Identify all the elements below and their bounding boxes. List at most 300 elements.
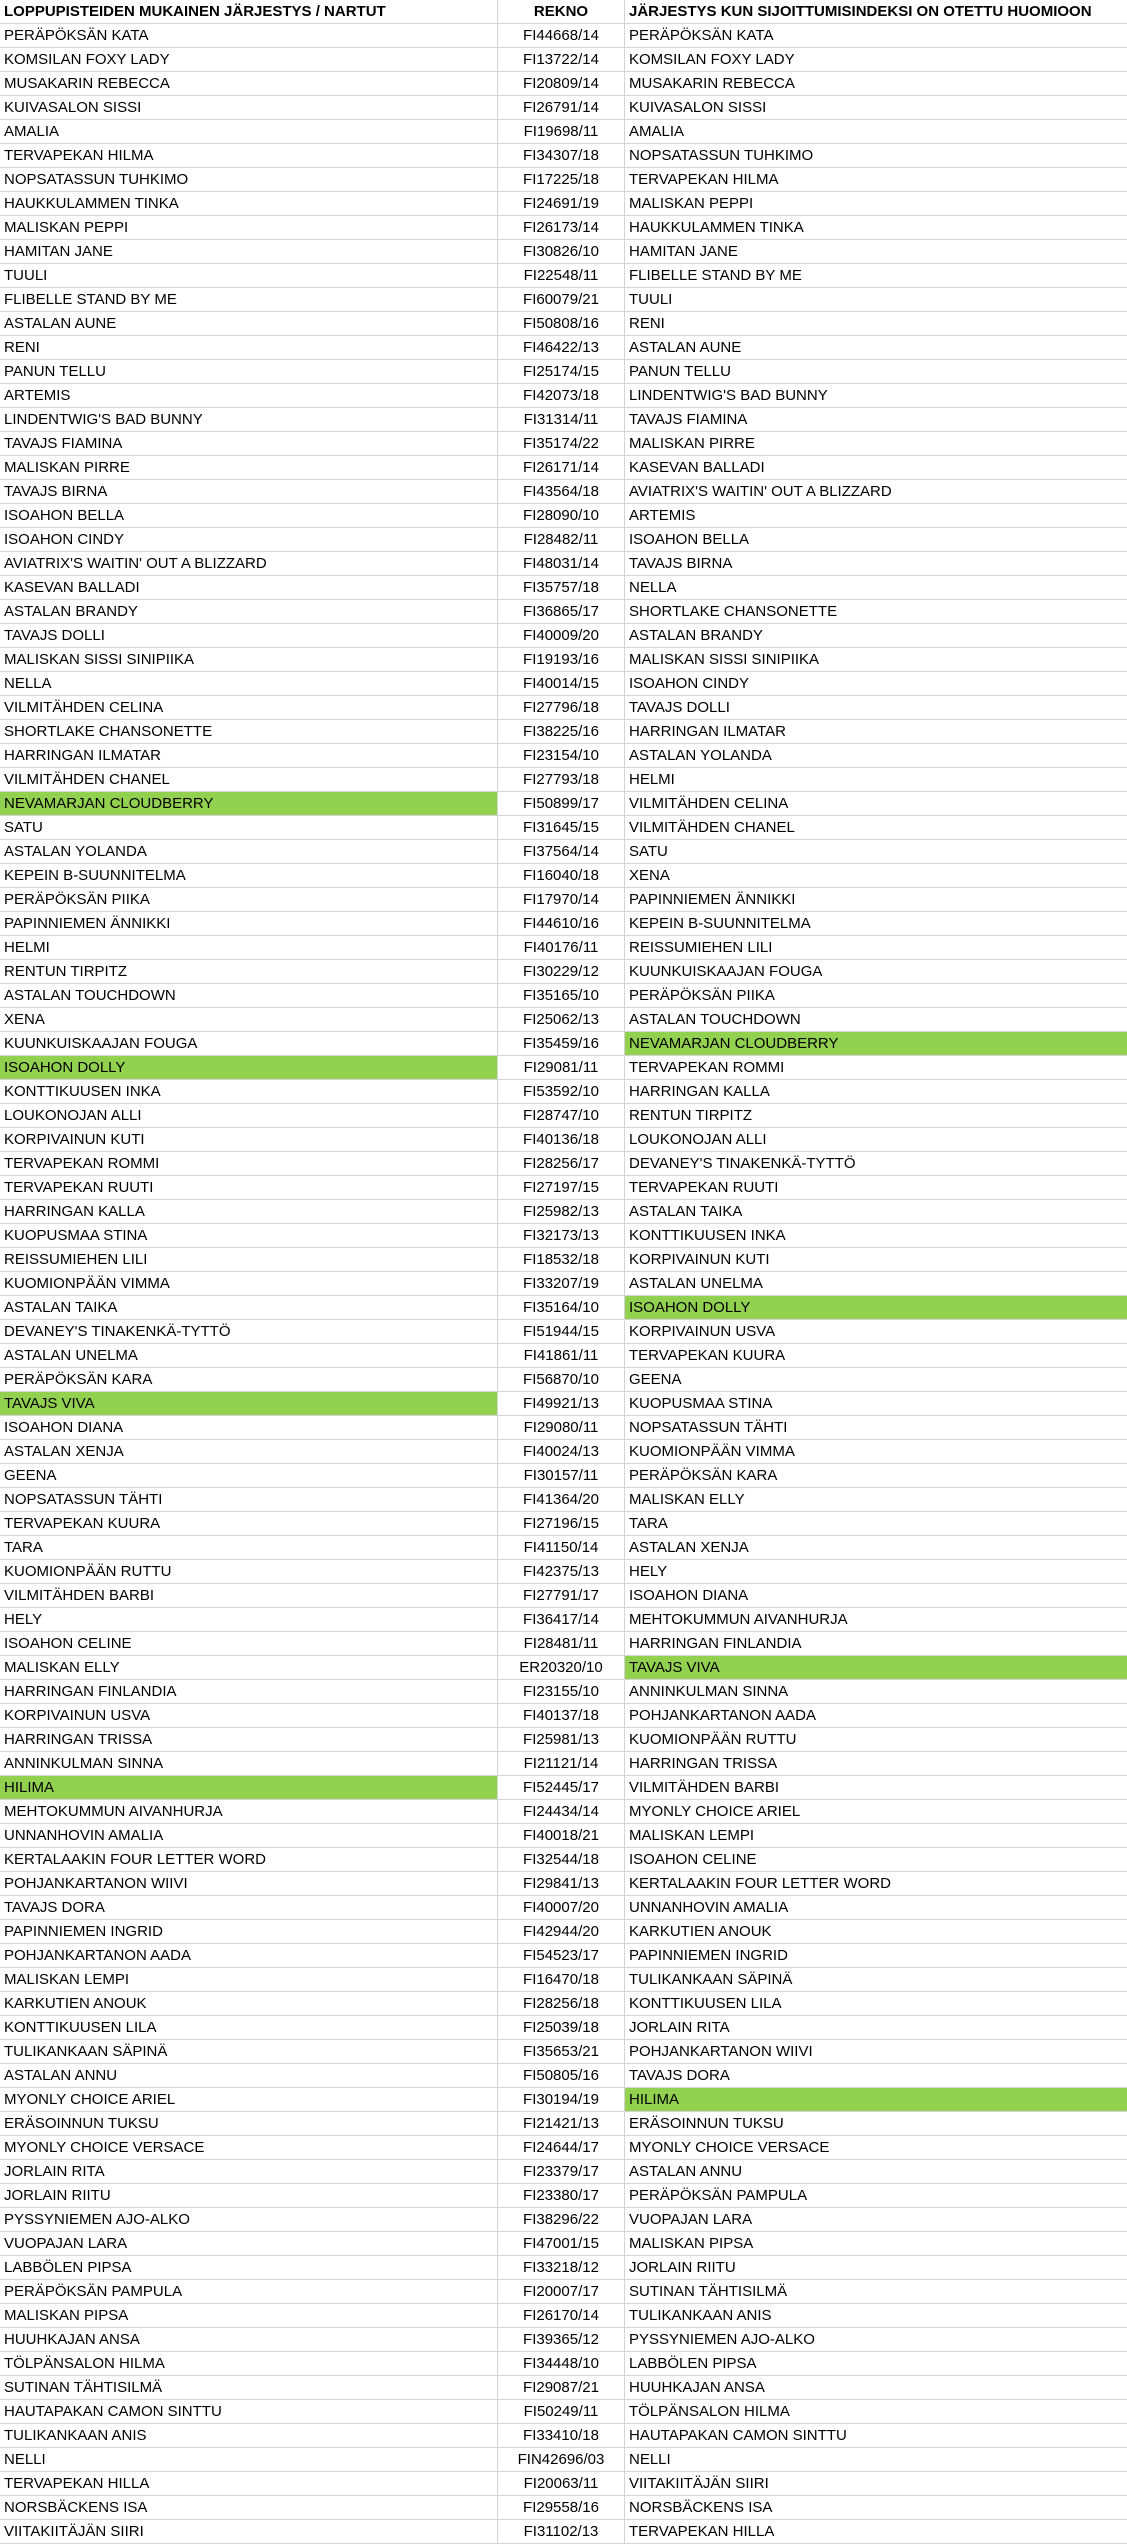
cell-rekno[interactable]: FI49921/13: [498, 1392, 625, 1415]
cell-index-order-name[interactable]: HUUHKAJAN ANSA: [629, 2379, 765, 2396]
cell-rekno[interactable]: FI29081/11: [498, 1056, 625, 1079]
cell-points-order-name[interactable]: MALISKAN ELLY: [0, 1656, 498, 1679]
cell-rekno[interactable]: FI35757/18: [498, 576, 625, 599]
cell-rekno[interactable]: FI50249/11: [498, 2400, 625, 2423]
cell-rekno[interactable]: FI30157/11: [498, 1464, 625, 1487]
cell-points-order-name[interactable]: HAUTAPAKAN CAMON SINTTU: [0, 2400, 498, 2423]
cell-points-order-name[interactable]: KUOMIONPÄÄN VIMMA: [0, 1272, 498, 1295]
cell-index-order-name[interactable]: TAVAJS VIVA: [625, 1656, 1127, 1679]
cell-rekno[interactable]: FI40024/13: [498, 1440, 625, 1463]
cell-points-order-name[interactable]: ASTALAN UNELMA: [0, 1344, 498, 1367]
cell-index-order-name[interactable]: HARRINGAN FINLANDIA: [629, 1635, 802, 1652]
cell-rekno[interactable]: ER20320/10: [498, 1656, 625, 1679]
cell-index-order-name[interactable]: TULIKANKAAN ANIS: [629, 2307, 772, 2324]
cell-rekno[interactable]: FI42944/20: [498, 1920, 625, 1943]
cell-rekno[interactable]: FI37564/14: [498, 840, 625, 863]
cell-points-order-name[interactable]: POHJANKARTANON WIIVI: [0, 1872, 498, 1895]
cell-index-order-name[interactable]: KOMSILAN FOXY LADY: [629, 51, 795, 68]
cell-index-order-name[interactable]: KARKUTIEN ANOUK: [629, 1923, 772, 1940]
cell-points-order-name[interactable]: XENA: [0, 1008, 498, 1031]
cell-points-order-name[interactable]: KERTALAAKIN FOUR LETTER WORD: [0, 1848, 498, 1871]
cell-rekno[interactable]: FI29841/13: [498, 1872, 625, 1895]
cell-index-order-name[interactable]: KUOMIONPÄÄN VIMMA: [629, 1443, 795, 1460]
cell-points-order-name[interactable]: MYONLY CHOICE ARIEL: [0, 2088, 498, 2111]
cell-index-order-name[interactable]: HARRINGAN KALLA: [629, 1083, 770, 1100]
cell-rekno[interactable]: FI29087/21: [498, 2376, 625, 2399]
cell-index-order-name[interactable]: ERÄSOINNUN TUKSU: [629, 2115, 784, 2132]
cell-points-order-name[interactable]: SHORTLAKE CHANSONETTE: [0, 720, 498, 743]
cell-points-order-name[interactable]: TAVAJS DOLLI: [0, 624, 498, 647]
cell-rekno[interactable]: FI28482/11: [498, 528, 625, 551]
cell-points-order-name[interactable]: JORLAIN RITA: [0, 2160, 498, 2183]
cell-rekno[interactable]: FI20007/17: [498, 2280, 625, 2303]
cell-points-order-name[interactable]: HELY: [0, 1608, 498, 1631]
cell-rekno[interactable]: FI50808/16: [498, 312, 625, 335]
cell-rekno[interactable]: FI60079/21: [498, 288, 625, 311]
cell-rekno[interactable]: FI31314/11: [498, 408, 625, 431]
cell-index-order-name[interactable]: PAPINNIEMEN INGRID: [629, 1947, 788, 1964]
cell-index-order-name[interactable]: KASEVAN BALLADI: [629, 459, 765, 476]
cell-index-order-name[interactable]: VILMITÄHDEN BARBI: [629, 1779, 780, 1796]
cell-index-order-name[interactable]: AVIATRIX'S WAITIN' OUT A BLIZZARD: [629, 483, 892, 500]
cell-rekno[interactable]: FI25062/13: [498, 1008, 625, 1031]
cell-index-order-name[interactable]: VUOPAJAN LARA: [629, 2211, 753, 2228]
cell-rekno[interactable]: FI41364/20: [498, 1488, 625, 1511]
cell-points-order-name[interactable]: DEVANEY'S TINAKENKÄ-TYTTÖ: [0, 1320, 498, 1343]
cell-index-order-name[interactable]: NOPSATASSUN TUHKIMO: [629, 147, 814, 164]
cell-points-order-name[interactable]: ASTALAN XENJA: [0, 1440, 498, 1463]
cell-rekno[interactable]: FI21421/13: [498, 2112, 625, 2135]
cell-index-order-name[interactable]: KUIVASALON SISSI: [629, 99, 767, 116]
cell-points-order-name[interactable]: NORSBÄCKENS ISA: [0, 2496, 498, 2519]
cell-index-order-name[interactable]: MALISKAN PIPSA: [629, 2235, 754, 2252]
cell-index-order-name[interactable]: VILMITÄHDEN CELINA: [629, 795, 789, 812]
cell-index-order-name[interactable]: TERVAPEKAN HILLA: [629, 2523, 775, 2540]
cell-rekno[interactable]: FI27796/18: [498, 696, 625, 719]
cell-points-order-name[interactable]: TARA: [0, 1536, 498, 1559]
cell-points-order-name[interactable]: PAPINNIEMEN ÄNNIKKI: [0, 912, 498, 935]
cell-points-order-name[interactable]: UNNANHOVIN AMALIA: [0, 1824, 498, 1847]
cell-points-order-name[interactable]: MALISKAN SISSI SINIPIIKA: [0, 648, 498, 671]
cell-rekno[interactable]: FI20809/14: [498, 72, 625, 95]
cell-rekno[interactable]: FI26173/14: [498, 216, 625, 239]
cell-index-order-name[interactable]: PANUN TELLU: [629, 363, 731, 380]
cell-index-order-name[interactable]: MALISKAN LEMPI: [629, 1827, 755, 1844]
cell-rekno[interactable]: FI17970/14: [498, 888, 625, 911]
cell-index-order-name[interactable]: NOPSATASSUN TÄHTI: [629, 1419, 788, 1436]
cell-rekno[interactable]: FI40018/21: [498, 1824, 625, 1847]
cell-rekno[interactable]: FI30229/12: [498, 960, 625, 983]
cell-rekno[interactable]: FI26170/14: [498, 2304, 625, 2327]
cell-index-order-name[interactable]: MALISKAN PEPPI: [629, 195, 754, 212]
cell-index-order-name[interactable]: ISOAHON DOLLY: [625, 1296, 1127, 1319]
cell-rekno[interactable]: FI30194/19: [498, 2088, 625, 2111]
cell-rekno[interactable]: FI35459/16: [498, 1032, 625, 1055]
cell-index-order-name[interactable]: PERÄPÖKSÄN KARA: [629, 1467, 778, 1484]
cell-rekno[interactable]: FI28090/10: [498, 504, 625, 527]
cell-points-order-name[interactable]: KONTTIKUUSEN LILA: [0, 2016, 498, 2039]
cell-index-order-name[interactable]: ASTALAN TAIKA: [629, 1203, 743, 1220]
cell-rekno[interactable]: FIN42696/03: [498, 2448, 625, 2471]
cell-index-order-name[interactable]: RENTUN TIRPITZ: [629, 1107, 753, 1124]
cell-rekno[interactable]: FI32173/13: [498, 1224, 625, 1247]
cell-points-order-name[interactable]: KOMSILAN FOXY LADY: [0, 48, 498, 71]
cell-points-order-name[interactable]: LABBÖLEN PIPSA: [0, 2256, 498, 2279]
cell-points-order-name[interactable]: FLIBELLE STAND BY ME: [0, 288, 498, 311]
cell-points-order-name[interactable]: ERÄSOINNUN TUKSU: [0, 2112, 498, 2135]
cell-index-order-name[interactable]: TAVAJS DOLLI: [629, 699, 730, 716]
cell-rekno[interactable]: FI50899/17: [498, 792, 625, 815]
cell-rekno[interactable]: FI27793/18: [498, 768, 625, 791]
cell-points-order-name[interactable]: HILIMA: [0, 1776, 498, 1799]
cell-points-order-name[interactable]: TAVAJS DORA: [0, 1896, 498, 1919]
cell-points-order-name[interactable]: PERÄPÖKSÄN PIIKA: [0, 888, 498, 911]
cell-rekno[interactable]: FI41150/14: [498, 1536, 625, 1559]
cell-index-order-name[interactable]: HILIMA: [625, 2088, 1127, 2111]
cell-index-order-name[interactable]: DEVANEY'S TINAKENKÄ-TYTTÖ: [629, 1155, 856, 1172]
cell-points-order-name[interactable]: TERVAPEKAN RUUTI: [0, 1176, 498, 1199]
cell-points-order-name[interactable]: HAUKKULAMMEN TINKA: [0, 192, 498, 215]
cell-rekno[interactable]: FI25174/15: [498, 360, 625, 383]
cell-points-order-name[interactable]: NOPSATASSUN TÄHTI: [0, 1488, 498, 1511]
cell-index-order-name[interactable]: POHJANKARTANON AADA: [629, 1707, 816, 1724]
cell-rekno[interactable]: FI28256/17: [498, 1152, 625, 1175]
cell-rekno[interactable]: FI40014/15: [498, 672, 625, 695]
cell-rekno[interactable]: FI52445/17: [498, 1776, 625, 1799]
cell-points-order-name[interactable]: AMALIA: [0, 120, 498, 143]
cell-index-order-name[interactable]: MUSAKARIN REBECCA: [629, 75, 795, 92]
cell-points-order-name[interactable]: KEPEIN B-SUUNNITELMA: [0, 864, 498, 887]
cell-index-order-name[interactable]: ASTALAN AUNE: [629, 339, 742, 356]
cell-index-order-name[interactable]: TERVAPEKAN RUUTI: [629, 1179, 779, 1196]
cell-points-order-name[interactable]: ISOAHON DIANA: [0, 1416, 498, 1439]
cell-points-order-name[interactable]: ASTALAN ANNU: [0, 2064, 498, 2087]
cell-points-order-name[interactable]: VILMITÄHDEN BARBI: [0, 1584, 498, 1607]
cell-index-order-name[interactable]: TAVAJS FIAMINA: [629, 411, 748, 428]
cell-points-order-name[interactable]: NELLI: [0, 2448, 498, 2471]
cell-points-order-name[interactable]: HUUHKAJAN ANSA: [0, 2328, 498, 2351]
cell-points-order-name[interactable]: AVIATRIX'S WAITIN' OUT A BLIZZARD: [0, 552, 498, 575]
cell-points-order-name[interactable]: MUSAKARIN REBECCA: [0, 72, 498, 95]
cell-points-order-name[interactable]: KASEVAN BALLADI: [0, 576, 498, 599]
cell-rekno[interactable]: FI40007/20: [498, 1896, 625, 1919]
cell-index-order-name[interactable]: ANNINKULMAN SINNA: [629, 1683, 789, 1700]
cell-rekno[interactable]: FI25982/13: [498, 1200, 625, 1223]
cell-rekno[interactable]: FI16040/18: [498, 864, 625, 887]
cell-rekno[interactable]: FI43564/18: [498, 480, 625, 503]
cell-index-order-name[interactable]: ASTALAN UNELMA: [629, 1275, 763, 1292]
cell-rekno[interactable]: FI35174/22: [498, 432, 625, 455]
cell-index-order-name[interactable]: KERTALAAKIN FOUR LETTER WORD: [629, 1875, 891, 1892]
cell-rekno[interactable]: FI31645/15: [498, 816, 625, 839]
cell-rekno[interactable]: FI56870/10: [498, 1368, 625, 1391]
cell-rekno[interactable]: FI27791/17: [498, 1584, 625, 1607]
cell-index-order-name[interactable]: VIITAKIITÄJÄN SIIRI: [629, 2475, 769, 2492]
cell-rekno[interactable]: FI48031/14: [498, 552, 625, 575]
cell-index-order-name[interactable]: MALISKAN ELLY: [629, 1491, 745, 1508]
cell-index-order-name[interactable]: JORLAIN RITA: [629, 2019, 730, 2036]
cell-rekno[interactable]: FI50805/16: [498, 2064, 625, 2087]
cell-points-order-name[interactable]: KUUNKUISKAAJAN FOUGA: [0, 1032, 498, 1055]
cell-points-order-name[interactable]: KORPIVAINUN USVA: [0, 1704, 498, 1727]
cell-points-order-name[interactable]: ISOAHON CELINE: [0, 1632, 498, 1655]
cell-points-order-name[interactable]: TULIKANKAAN SÄPINÄ: [0, 2040, 498, 2063]
cell-index-order-name[interactable]: RENI: [629, 315, 665, 332]
cell-index-order-name[interactable]: ISOAHON DIANA: [629, 1587, 749, 1604]
cell-index-order-name[interactable]: SATU: [629, 843, 668, 860]
cell-points-order-name[interactable]: TAVAJS BIRNA: [0, 480, 498, 503]
cell-points-order-name[interactable]: KARKUTIEN ANOUK: [0, 1992, 498, 2015]
cell-index-order-name[interactable]: TUULI: [629, 291, 673, 308]
cell-index-order-name[interactable]: TERVAPEKAN HILMA: [629, 171, 779, 188]
cell-rekno[interactable]: FI24691/19: [498, 192, 625, 215]
cell-points-order-name[interactable]: PAPINNIEMEN INGRID: [0, 1920, 498, 1943]
cell-rekno[interactable]: FI23379/17: [498, 2160, 625, 2183]
cell-rekno[interactable]: FI26791/14: [498, 96, 625, 119]
cell-rekno[interactable]: FI54523/17: [498, 1944, 625, 1967]
cell-rekno[interactable]: FI25039/18: [498, 2016, 625, 2039]
cell-points-order-name[interactable]: GEENA: [0, 1464, 498, 1487]
cell-rekno[interactable]: FI25981/13: [498, 1728, 625, 1751]
cell-index-order-name[interactable]: POHJANKARTANON WIIVI: [629, 2043, 813, 2060]
cell-points-order-name[interactable]: HARRINGAN FINLANDIA: [0, 1680, 498, 1703]
cell-index-order-name[interactable]: KUOMIONPÄÄN RUTTU: [629, 1731, 797, 1748]
cell-rekno[interactable]: FI34307/18: [498, 144, 625, 167]
cell-index-order-name[interactable]: JORLAIN RIITU: [629, 2259, 736, 2276]
cell-points-order-name[interactable]: ASTALAN AUNE: [0, 312, 498, 335]
cell-points-order-name[interactable]: KUOMIONPÄÄN RUTTU: [0, 1560, 498, 1583]
cell-points-order-name[interactable]: MYONLY CHOICE VERSACE: [0, 2136, 498, 2159]
cell-rekno[interactable]: FI30826/10: [498, 240, 625, 263]
cell-points-order-name[interactable]: PERÄPÖKSÄN KARA: [0, 1368, 498, 1391]
cell-rekno[interactable]: FI29558/16: [498, 2496, 625, 2519]
cell-points-order-name[interactable]: MALISKAN PEPPI: [0, 216, 498, 239]
cell-index-order-name[interactable]: VILMITÄHDEN CHANEL: [629, 819, 795, 836]
cell-index-order-name[interactable]: HAUTAPAKAN CAMON SINTTU: [629, 2427, 847, 2444]
cell-rekno[interactable]: FI35653/21: [498, 2040, 625, 2063]
cell-index-order-name[interactable]: ASTALAN ANNU: [629, 2163, 743, 2180]
cell-index-order-name[interactable]: PAPINNIEMEN ÄNNIKKI: [629, 891, 796, 908]
cell-index-order-name[interactable]: XENA: [629, 867, 670, 884]
cell-index-order-name[interactable]: TULIKANKAAN SÄPINÄ: [629, 1971, 793, 1988]
cell-rekno[interactable]: FI40136/18: [498, 1128, 625, 1151]
cell-index-order-name[interactable]: ISOAHON CELINE: [629, 1851, 757, 1868]
cell-index-order-name[interactable]: PERÄPÖKSÄN PAMPULA: [629, 2187, 808, 2204]
cell-points-order-name[interactable]: ISOAHON CINDY: [0, 528, 498, 551]
cell-points-order-name[interactable]: KORPIVAINUN KUTI: [0, 1128, 498, 1151]
cell-index-order-name[interactable]: HAUKKULAMMEN TINKA: [629, 219, 804, 236]
cell-rekno[interactable]: FI46422/13: [498, 336, 625, 359]
cell-points-order-name[interactable]: TÖLPÄNSALON HILMA: [0, 2352, 498, 2375]
cell-points-order-name[interactable]: PANUN TELLU: [0, 360, 498, 383]
cell-index-order-name[interactable]: ISOAHON CINDY: [629, 675, 750, 692]
cell-index-order-name[interactable]: KONTTIKUUSEN INKA: [629, 1227, 786, 1244]
cell-index-order-name[interactable]: TERVAPEKAN ROMMI: [629, 1059, 785, 1076]
cell-points-order-name[interactable]: KONTTIKUUSEN INKA: [0, 1080, 498, 1103]
cell-index-order-name[interactable]: AMALIA: [629, 123, 685, 140]
cell-rekno[interactable]: FI42375/13: [498, 1560, 625, 1583]
cell-rekno[interactable]: FI35164/10: [498, 1296, 625, 1319]
cell-rekno[interactable]: FI23380/17: [498, 2184, 625, 2207]
cell-rekno[interactable]: FI42073/18: [498, 384, 625, 407]
cell-rekno[interactable]: FI33207/19: [498, 1272, 625, 1295]
cell-points-order-name[interactable]: TUULI: [0, 264, 498, 287]
cell-rekno[interactable]: FI26171/14: [498, 456, 625, 479]
cell-index-order-name[interactable]: NEVAMARJAN CLOUDBERRY: [625, 1032, 1127, 1055]
cell-points-order-name[interactable]: TERVAPEKAN ROMMI: [0, 1152, 498, 1175]
cell-index-order-name[interactable]: GEENA: [629, 1371, 682, 1388]
cell-index-order-name[interactable]: KORPIVAINUN USVA: [629, 1323, 776, 1340]
cell-rekno[interactable]: FI33218/12: [498, 2256, 625, 2279]
cell-index-order-name[interactable]: TARA: [629, 1515, 668, 1532]
cell-index-order-name[interactable]: TAVAJS BIRNA: [629, 555, 733, 572]
cell-points-order-name[interactable]: TULIKANKAAN ANIS: [0, 2424, 498, 2447]
cell-rekno[interactable]: FI27196/15: [498, 1512, 625, 1535]
cell-rekno[interactable]: FI22548/11: [498, 264, 625, 287]
cell-index-order-name[interactable]: SUTINAN TÄHTISILMÄ: [629, 2283, 788, 2300]
cell-points-order-name[interactable]: PERÄPÖKSÄN KATA: [0, 24, 498, 47]
cell-rekno[interactable]: FI13722/14: [498, 48, 625, 71]
cell-rekno[interactable]: FI19193/16: [498, 648, 625, 671]
cell-rekno[interactable]: FI39365/12: [498, 2328, 625, 2351]
cell-rekno[interactable]: FI27197/15: [498, 1176, 625, 1199]
cell-points-order-name[interactable]: ASTALAN BRANDY: [0, 600, 498, 623]
cell-rekno[interactable]: FI51944/15: [498, 1320, 625, 1343]
cell-points-order-name[interactable]: PYSSYNIEMEN AJO-ALKO: [0, 2208, 498, 2231]
cell-index-order-name[interactable]: ASTALAN YOLANDA: [629, 747, 772, 764]
cell-index-order-name[interactable]: ARTEMIS: [629, 507, 696, 524]
cell-rekno[interactable]: FI21121/14: [498, 1752, 625, 1775]
cell-points-order-name[interactable]: ASTALAN TAIKA: [0, 1296, 498, 1319]
cell-points-order-name[interactable]: ASTALAN YOLANDA: [0, 840, 498, 863]
cell-rekno[interactable]: FI33410/18: [498, 2424, 625, 2447]
cell-index-order-name[interactable]: UNNANHOVIN AMALIA: [629, 1899, 789, 1916]
cell-points-order-name[interactable]: HELMI: [0, 936, 498, 959]
cell-points-order-name[interactable]: NOPSATASSUN TUHKIMO: [0, 168, 498, 191]
cell-points-order-name[interactable]: TERVAPEKAN HILLA: [0, 2472, 498, 2495]
cell-index-order-name[interactable]: ASTALAN BRANDY: [629, 627, 763, 644]
cell-index-order-name[interactable]: MALISKAN SISSI SINIPIIKA: [629, 651, 820, 668]
cell-index-order-name[interactable]: LINDENTWIG'S BAD BUNNY: [629, 387, 828, 404]
cell-points-order-name[interactable]: HARRINGAN KALLA: [0, 1200, 498, 1223]
cell-index-order-name[interactable]: LOUKONOJAN ALLI: [629, 1131, 767, 1148]
cell-points-order-name[interactable]: TAVAJS VIVA: [0, 1392, 498, 1415]
cell-index-order-name[interactable]: HARRINGAN TRISSA: [629, 1755, 778, 1772]
cell-points-order-name[interactable]: SATU: [0, 816, 498, 839]
cell-index-order-name[interactable]: REISSUMIEHEN LILI: [629, 939, 773, 956]
cell-index-order-name[interactable]: PYSSYNIEMEN AJO-ALKO: [629, 2331, 815, 2348]
cell-rekno[interactable]: FI28747/10: [498, 1104, 625, 1127]
cell-points-order-name[interactable]: RENTUN TIRPITZ: [0, 960, 498, 983]
cell-index-order-name[interactable]: HAMITAN JANE: [629, 243, 738, 260]
cell-rekno[interactable]: FI38225/16: [498, 720, 625, 743]
cell-points-order-name[interactable]: MALISKAN LEMPI: [0, 1968, 498, 1991]
cell-rekno[interactable]: FI40137/18: [498, 1704, 625, 1727]
cell-index-order-name[interactable]: HELMI: [629, 771, 675, 788]
header-rekno[interactable]: REKNO: [498, 0, 625, 23]
cell-index-order-name[interactable]: TÖLPÄNSALON HILMA: [629, 2403, 790, 2420]
cell-points-order-name[interactable]: POHJANKARTANON AADA: [0, 1944, 498, 1967]
cell-points-order-name[interactable]: KUOPUSMAA STINA: [0, 1224, 498, 1247]
cell-points-order-name[interactable]: HARRINGAN ILMATAR: [0, 744, 498, 767]
cell-index-order-name[interactable]: MEHTOKUMMUN AIVANHURJA: [629, 1611, 848, 1628]
cell-rekno[interactable]: FI24434/14: [498, 1800, 625, 1823]
cell-rekno[interactable]: FI32544/18: [498, 1848, 625, 1871]
cell-rekno[interactable]: FI29080/11: [498, 1416, 625, 1439]
cell-index-order-name[interactable]: FLIBELLE STAND BY ME: [629, 267, 802, 284]
cell-rekno[interactable]: FI18532/18: [498, 1248, 625, 1271]
cell-rekno[interactable]: FI44668/14: [498, 24, 625, 47]
cell-points-order-name[interactable]: VILMITÄHDEN CHANEL: [0, 768, 498, 791]
cell-index-order-name[interactable]: KEPEIN B-SUUNNITELMA: [629, 915, 811, 932]
header-index-order[interactable]: JÄRJESTYS KUN SIJOITTUMISINDEKSI ON OTETTU HUOMIOON: [629, 3, 1092, 20]
cell-index-order-name[interactable]: KUOPUSMAA STINA: [629, 1395, 773, 1412]
cell-points-order-name[interactable]: TERVAPEKAN KUURA: [0, 1512, 498, 1535]
cell-rekno[interactable]: FI36417/14: [498, 1608, 625, 1631]
cell-points-order-name[interactable]: SUTINAN TÄHTISILMÄ: [0, 2376, 498, 2399]
cell-index-order-name[interactable]: SHORTLAKE CHANSONETTE: [629, 603, 838, 620]
cell-points-order-name[interactable]: PERÄPÖKSÄN PAMPULA: [0, 2280, 498, 2303]
cell-points-order-name[interactable]: TERVAPEKAN HILMA: [0, 144, 498, 167]
cell-rekno[interactable]: FI31102/13: [498, 2520, 625, 2543]
cell-points-order-name[interactable]: ASTALAN TOUCHDOWN: [0, 984, 498, 1007]
cell-points-order-name[interactable]: MEHTOKUMMUN AIVANHURJA: [0, 1800, 498, 1823]
cell-index-order-name[interactable]: MYONLY CHOICE ARIEL: [629, 1803, 801, 1820]
cell-rekno[interactable]: FI28481/11: [498, 1632, 625, 1655]
cell-points-order-name[interactable]: MALISKAN PIRRE: [0, 456, 498, 479]
cell-points-order-name[interactable]: ISOAHON DOLLY: [0, 1056, 498, 1079]
cell-index-order-name[interactable]: LABBÖLEN PIPSA: [629, 2355, 757, 2372]
cell-index-order-name[interactable]: HELY: [629, 1563, 668, 1580]
cell-points-order-name[interactable]: LINDENTWIG'S BAD BUNNY: [0, 408, 498, 431]
cell-points-order-name[interactable]: VILMITÄHDEN CELINA: [0, 696, 498, 719]
cell-rekno[interactable]: FI36865/17: [498, 600, 625, 623]
cell-rekno[interactable]: FI23155/10: [498, 1680, 625, 1703]
cell-index-order-name[interactable]: ISOAHON BELLA: [629, 531, 750, 548]
cell-points-order-name[interactable]: ISOAHON BELLA: [0, 504, 498, 527]
cell-points-order-name[interactable]: LOUKONOJAN ALLI: [0, 1104, 498, 1127]
cell-rekno[interactable]: FI19698/11: [498, 120, 625, 143]
cell-points-order-name[interactable]: TAVAJS FIAMINA: [0, 432, 498, 455]
cell-index-order-name[interactable]: TERVAPEKAN KUURA: [629, 1347, 786, 1364]
cell-points-order-name[interactable]: ANNINKULMAN SINNA: [0, 1752, 498, 1775]
cell-index-order-name[interactable]: KUUNKUISKAAJAN FOUGA: [629, 963, 823, 980]
cell-rekno[interactable]: FI53592/10: [498, 1080, 625, 1103]
cell-index-order-name[interactable]: NORSBÄCKENS ISA: [629, 2499, 773, 2516]
cell-rekno[interactable]: FI47001/15: [498, 2232, 625, 2255]
cell-points-order-name[interactable]: NELLA: [0, 672, 498, 695]
cell-points-order-name[interactable]: JORLAIN RIITU: [0, 2184, 498, 2207]
cell-rekno[interactable]: FI28256/18: [498, 1992, 625, 2015]
cell-index-order-name[interactable]: ASTALAN XENJA: [629, 1539, 749, 1556]
cell-points-order-name[interactable]: MALISKAN PIPSA: [0, 2304, 498, 2327]
cell-rekno[interactable]: FI35165/10: [498, 984, 625, 1007]
cell-rekno[interactable]: FI24644/17: [498, 2136, 625, 2159]
cell-rekno[interactable]: FI16470/18: [498, 1968, 625, 1991]
cell-points-order-name[interactable]: NEVAMARJAN CLOUDBERRY: [0, 792, 498, 815]
cell-rekno[interactable]: FI20063/11: [498, 2472, 625, 2495]
cell-index-order-name[interactable]: NELLI: [629, 2451, 671, 2468]
cell-index-order-name[interactable]: PERÄPÖKSÄN PIIKA: [629, 987, 775, 1004]
cell-points-order-name[interactable]: ARTEMIS: [0, 384, 498, 407]
cell-rekno[interactable]: FI41861/11: [498, 1344, 625, 1367]
cell-index-order-name[interactable]: NELLA: [629, 579, 677, 596]
cell-index-order-name[interactable]: MYONLY CHOICE VERSACE: [629, 2139, 830, 2156]
cell-index-order-name[interactable]: HARRINGAN ILMATAR: [629, 723, 786, 740]
cell-index-order-name[interactable]: KONTTIKUUSEN LILA: [629, 1995, 782, 2012]
cell-points-order-name[interactable]: KUIVASALON SISSI: [0, 96, 498, 119]
cell-index-order-name[interactable]: MALISKAN PIRRE: [629, 435, 755, 452]
